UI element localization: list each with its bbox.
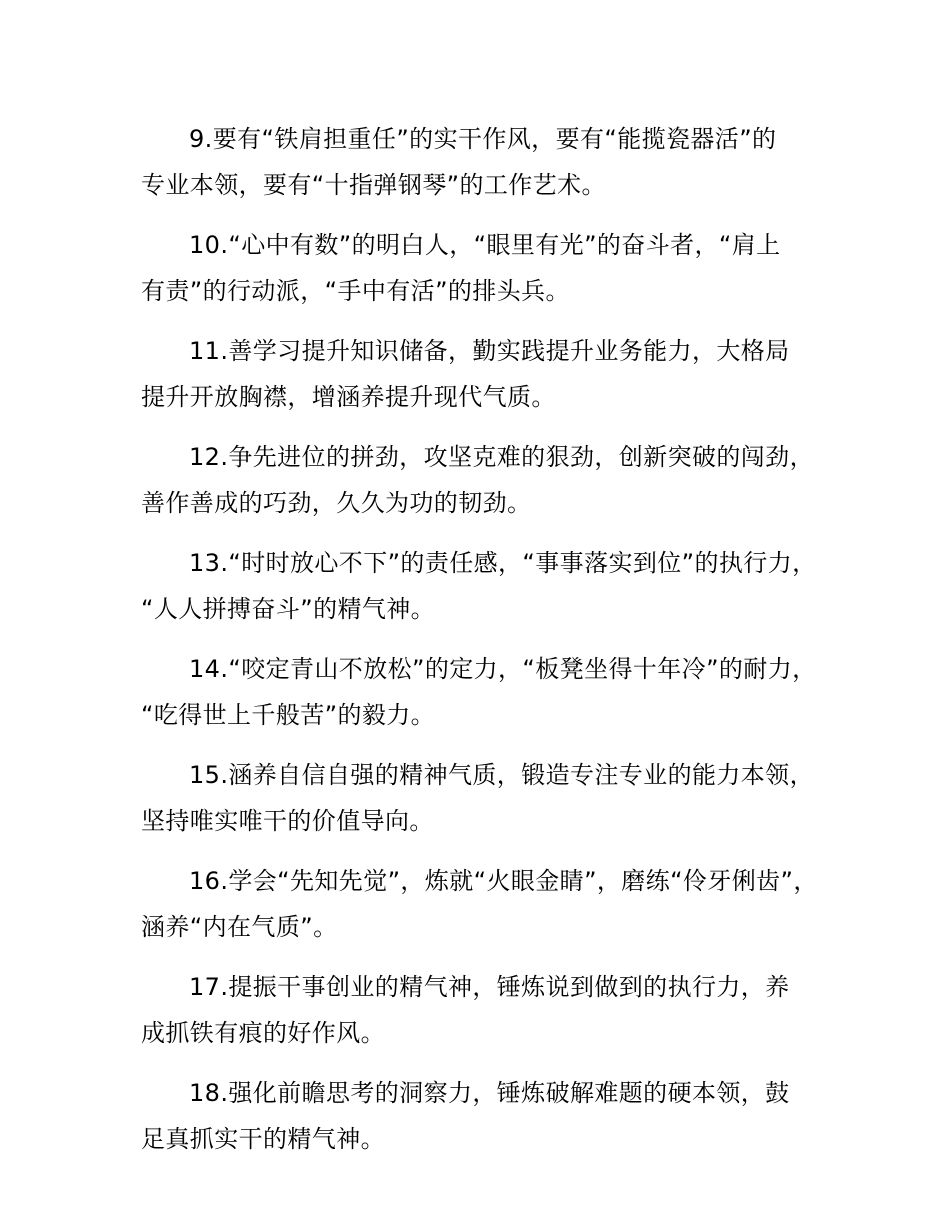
paragraph-line: 18.强化前瞻思考的洞察力，锤炼破解难题的硬本领，鼓 [189, 1079, 790, 1107]
paragraph-line: “吃得世上千般苦”的毅力。 [141, 701, 436, 729]
paragraph-line: 有责”的行动派，“手中有活”的排头兵。 [141, 277, 570, 305]
paragraph-line: 善作善成的巧劲，久久为功的韧劲。 [141, 489, 532, 517]
paragraph-line: 17.提振干事创业的精气神，锤炼说到做到的执行力，养 [189, 973, 790, 1001]
paragraph-line: 15.涵养自信自强的精神气质，锻造专注专业的能力本领， [189, 761, 814, 789]
paragraph-line: 14.“咬定青山不放松”的定力，“板凳坐得十年冷”的耐力， [189, 655, 817, 683]
paragraph-line: 16.学会“先知先觉”，炼就“火眼金睛”，磨练“伶牙俐齿”， [189, 867, 818, 895]
paragraph-15 [141, 752, 833, 844]
paragraph-line: 涵养“内在气质”。 [141, 913, 338, 941]
paragraph-line: 足真抓实干的精气神。 [141, 1125, 385, 1153]
paragraph-line: 9.要有“铁肩担重任”的实干作风，要有“能揽瓷器活”的 [189, 125, 777, 153]
paragraph-13 [141, 540, 833, 632]
paragraph-17 [141, 964, 833, 1056]
paragraph-18 [141, 1070, 833, 1162]
paragraph-16 [141, 858, 833, 950]
paragraph-12 [141, 434, 833, 526]
paragraph-line: 11.善学习提升知识储备，勤实践提升业务能力，大格局 [189, 337, 790, 365]
paragraph-line: 专业本领，要有“十指弹钢琴”的工作艺术。 [141, 171, 606, 199]
paragraph-line: 10.“心中有数”的明白人，“眼里有光”的奋斗者，“肩上 [189, 231, 781, 259]
paragraph-11 [141, 328, 833, 420]
paragraph-line: 13.“时时放心不下”的责任感，“事事落实到位”的执行力， [189, 549, 817, 577]
paragraph-line: 成抓铁有痕的好作风。 [141, 1019, 385, 1047]
paragraph-line: 提升开放胸襟，增涵养提升现代气质。 [141, 383, 556, 411]
paragraph-line: 12.争先进位的拼劲，攻坚克难的狠劲，创新突破的闯劲， [189, 443, 814, 471]
paragraph-14 [141, 646, 833, 738]
paragraph-line: “人人拼搏奋斗”的精气神。 [141, 595, 436, 623]
document-body [141, 116, 833, 1176]
paragraph-line: 坚持唯实唯干的价值导向。 [141, 807, 434, 835]
paragraph-10 [141, 222, 833, 314]
paragraph-9 [141, 116, 833, 208]
